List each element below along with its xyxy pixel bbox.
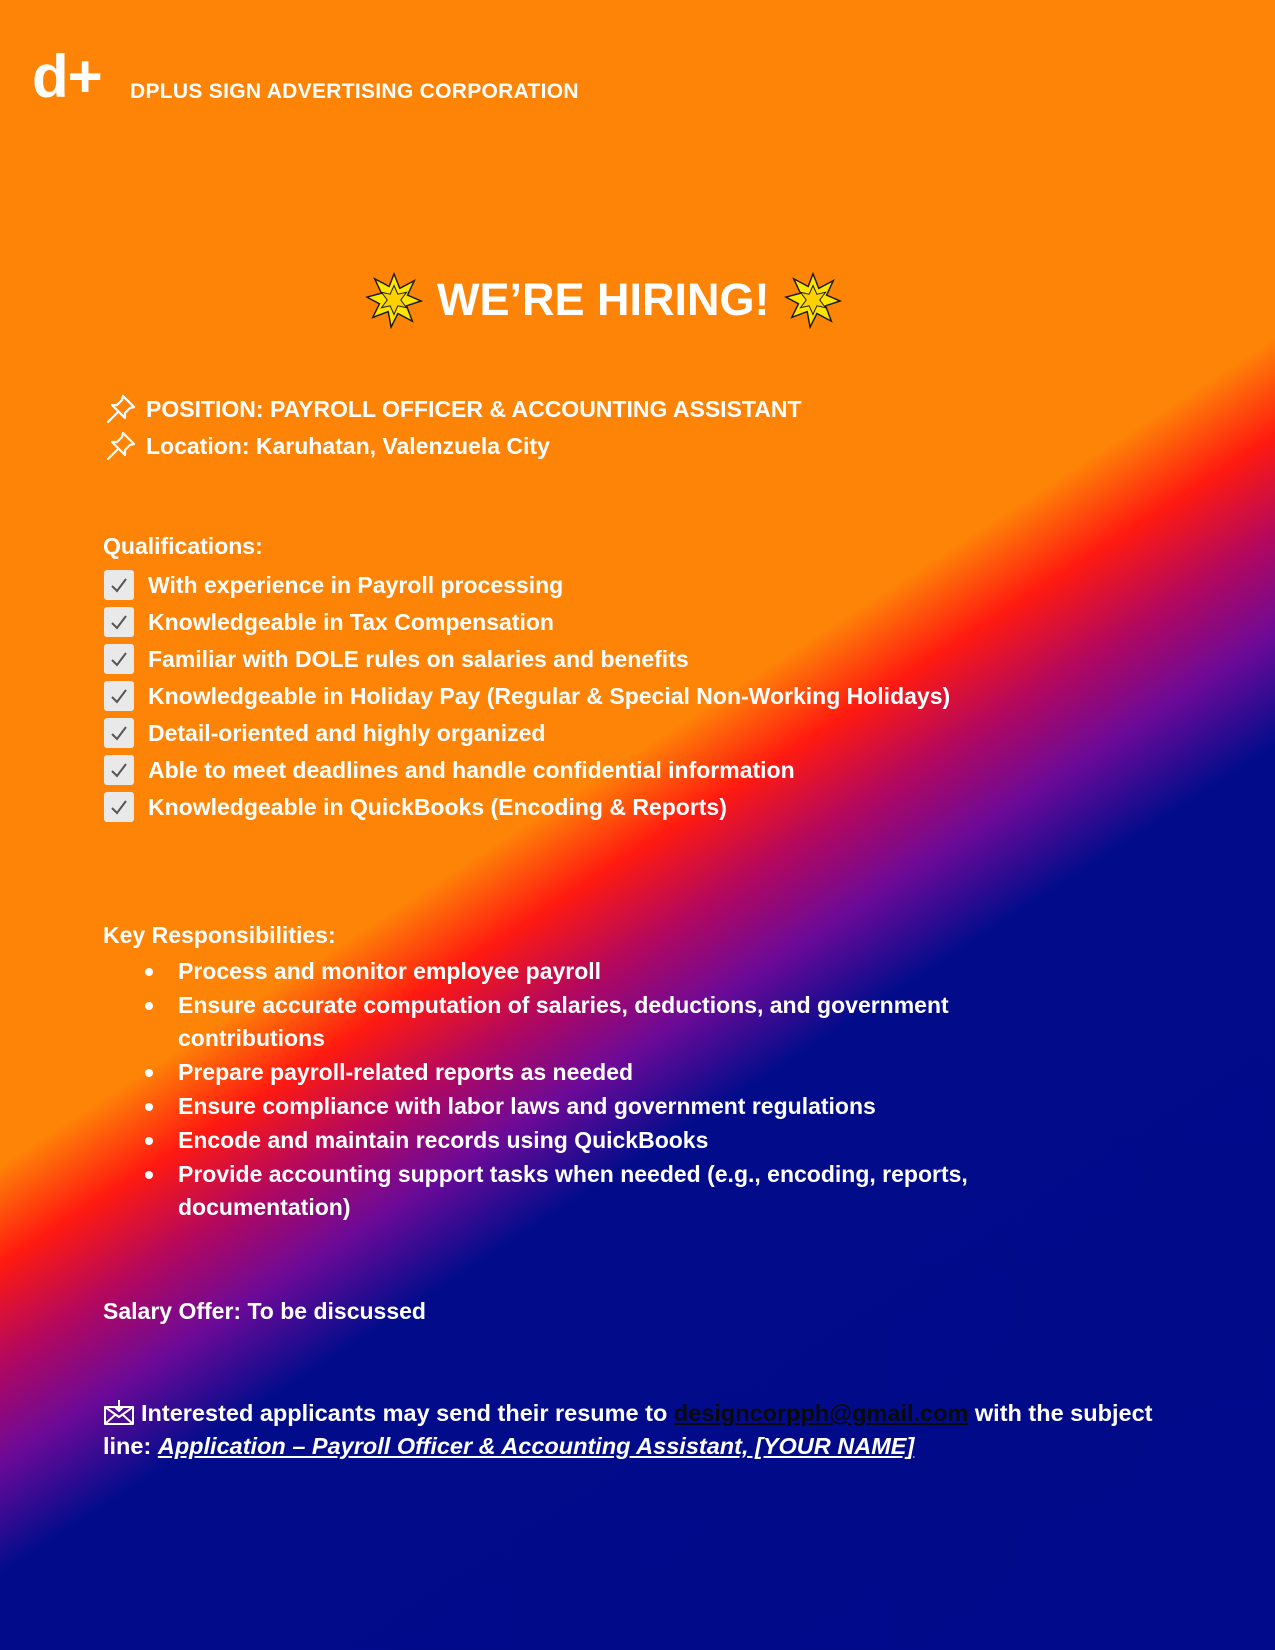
email-link[interactable]: designcorpph@gmail.com	[673, 1400, 969, 1426]
list-item	[104, 640, 950, 677]
list-item	[104, 566, 950, 603]
envelope-icon	[103, 1398, 135, 1426]
qualification-text: Able to meet deadlines and handle confidential information	[148, 756, 795, 783]
company-name: DPLUS SIGN ADVERTISING CORPORATION	[130, 80, 579, 103]
bullet-icon	[145, 1103, 153, 1111]
responsibilities-list	[140, 955, 1080, 1225]
qualification-text: Familiar with DOLE rules on salaries and benefits	[148, 645, 689, 672]
company-logo: d+	[32, 43, 102, 110]
hiring-headline	[365, 265, 885, 335]
position-row	[104, 392, 802, 426]
bullet-icon	[145, 968, 153, 976]
responsibility-text: Process and monitor employee payroll	[178, 958, 602, 984]
responsibility-text: Provide accounting support tasks when needed (e.g., encoding, reports, documentation)	[178, 1161, 968, 1220]
location-text: Location: Karuhatan, Valenzuela City	[146, 433, 550, 459]
salary-offer: Salary Offer: To be discussed	[103, 1298, 426, 1324]
list-item	[104, 788, 950, 825]
list-item	[140, 1158, 1080, 1224]
pushpin-icon	[104, 429, 138, 463]
list-item	[104, 714, 950, 751]
bullet-icon	[145, 1137, 153, 1145]
list-item	[140, 989, 1080, 1055]
list-item	[140, 955, 1080, 988]
responsibility-text: Prepare payroll-related reports as needed	[178, 1059, 634, 1085]
qualification-text: Knowledgeable in QuickBooks (Encoding & Reports)	[148, 793, 727, 820]
list-item	[104, 603, 950, 640]
contact-text-after: with the subject line:	[103, 1400, 1153, 1459]
list-item	[140, 1124, 1080, 1157]
location-row	[104, 429, 550, 463]
qualification-text: Detail-oriented and highly organized	[148, 719, 546, 746]
email-subject-line: Application – Payroll Officer & Accounting Assistant, [YOUR NAME]	[157, 1433, 915, 1459]
list-item	[104, 677, 950, 714]
sparkle-star-icon	[365, 271, 423, 329]
sparkle-star-icon	[784, 271, 842, 329]
bullet-icon	[145, 1171, 153, 1179]
list-item	[104, 751, 950, 788]
hiring-title: WE’RE HIRING!	[437, 274, 770, 325]
contact-paragraph	[103, 1397, 1183, 1463]
checkmark-icon	[104, 570, 134, 600]
bullet-icon	[145, 1002, 153, 1010]
qualification-text: Knowledgeable in Tax Compensation	[148, 608, 554, 635]
responsibility-text: Encode and maintain records using QuickBooks	[178, 1127, 709, 1153]
position-title: POSITION: PAYROLL OFFICER & ACCOUNTING ASSISTANT	[146, 396, 802, 422]
qualification-text: Knowledgeable in Holiday Pay (Regular & Special Non-Working Holidays)	[148, 682, 951, 709]
checkmark-icon	[104, 681, 134, 711]
pushpin-icon	[104, 392, 138, 426]
qualification-text: With experience in Payroll processing	[148, 571, 564, 598]
checkmark-icon	[104, 792, 134, 822]
responsibility-text: Ensure accurate computation of salaries, deductions, and government contributions	[178, 992, 949, 1051]
responsibilities-heading: Key Responsibilities:	[103, 922, 336, 948]
list-item	[140, 1056, 1080, 1089]
responsibility-text: Ensure compliance with labor laws and government regulations	[178, 1093, 876, 1119]
checkmark-icon	[104, 644, 134, 674]
checkmark-icon	[104, 718, 134, 748]
list-item	[140, 1090, 1080, 1123]
bullet-icon	[145, 1069, 153, 1077]
checkmark-icon	[104, 755, 134, 785]
checkmark-icon	[104, 607, 134, 637]
contact-text-before: Interested applicants may send their resume to	[141, 1400, 674, 1426]
qualifications-heading: Qualifications:	[103, 533, 263, 559]
qualifications-list	[104, 566, 950, 825]
